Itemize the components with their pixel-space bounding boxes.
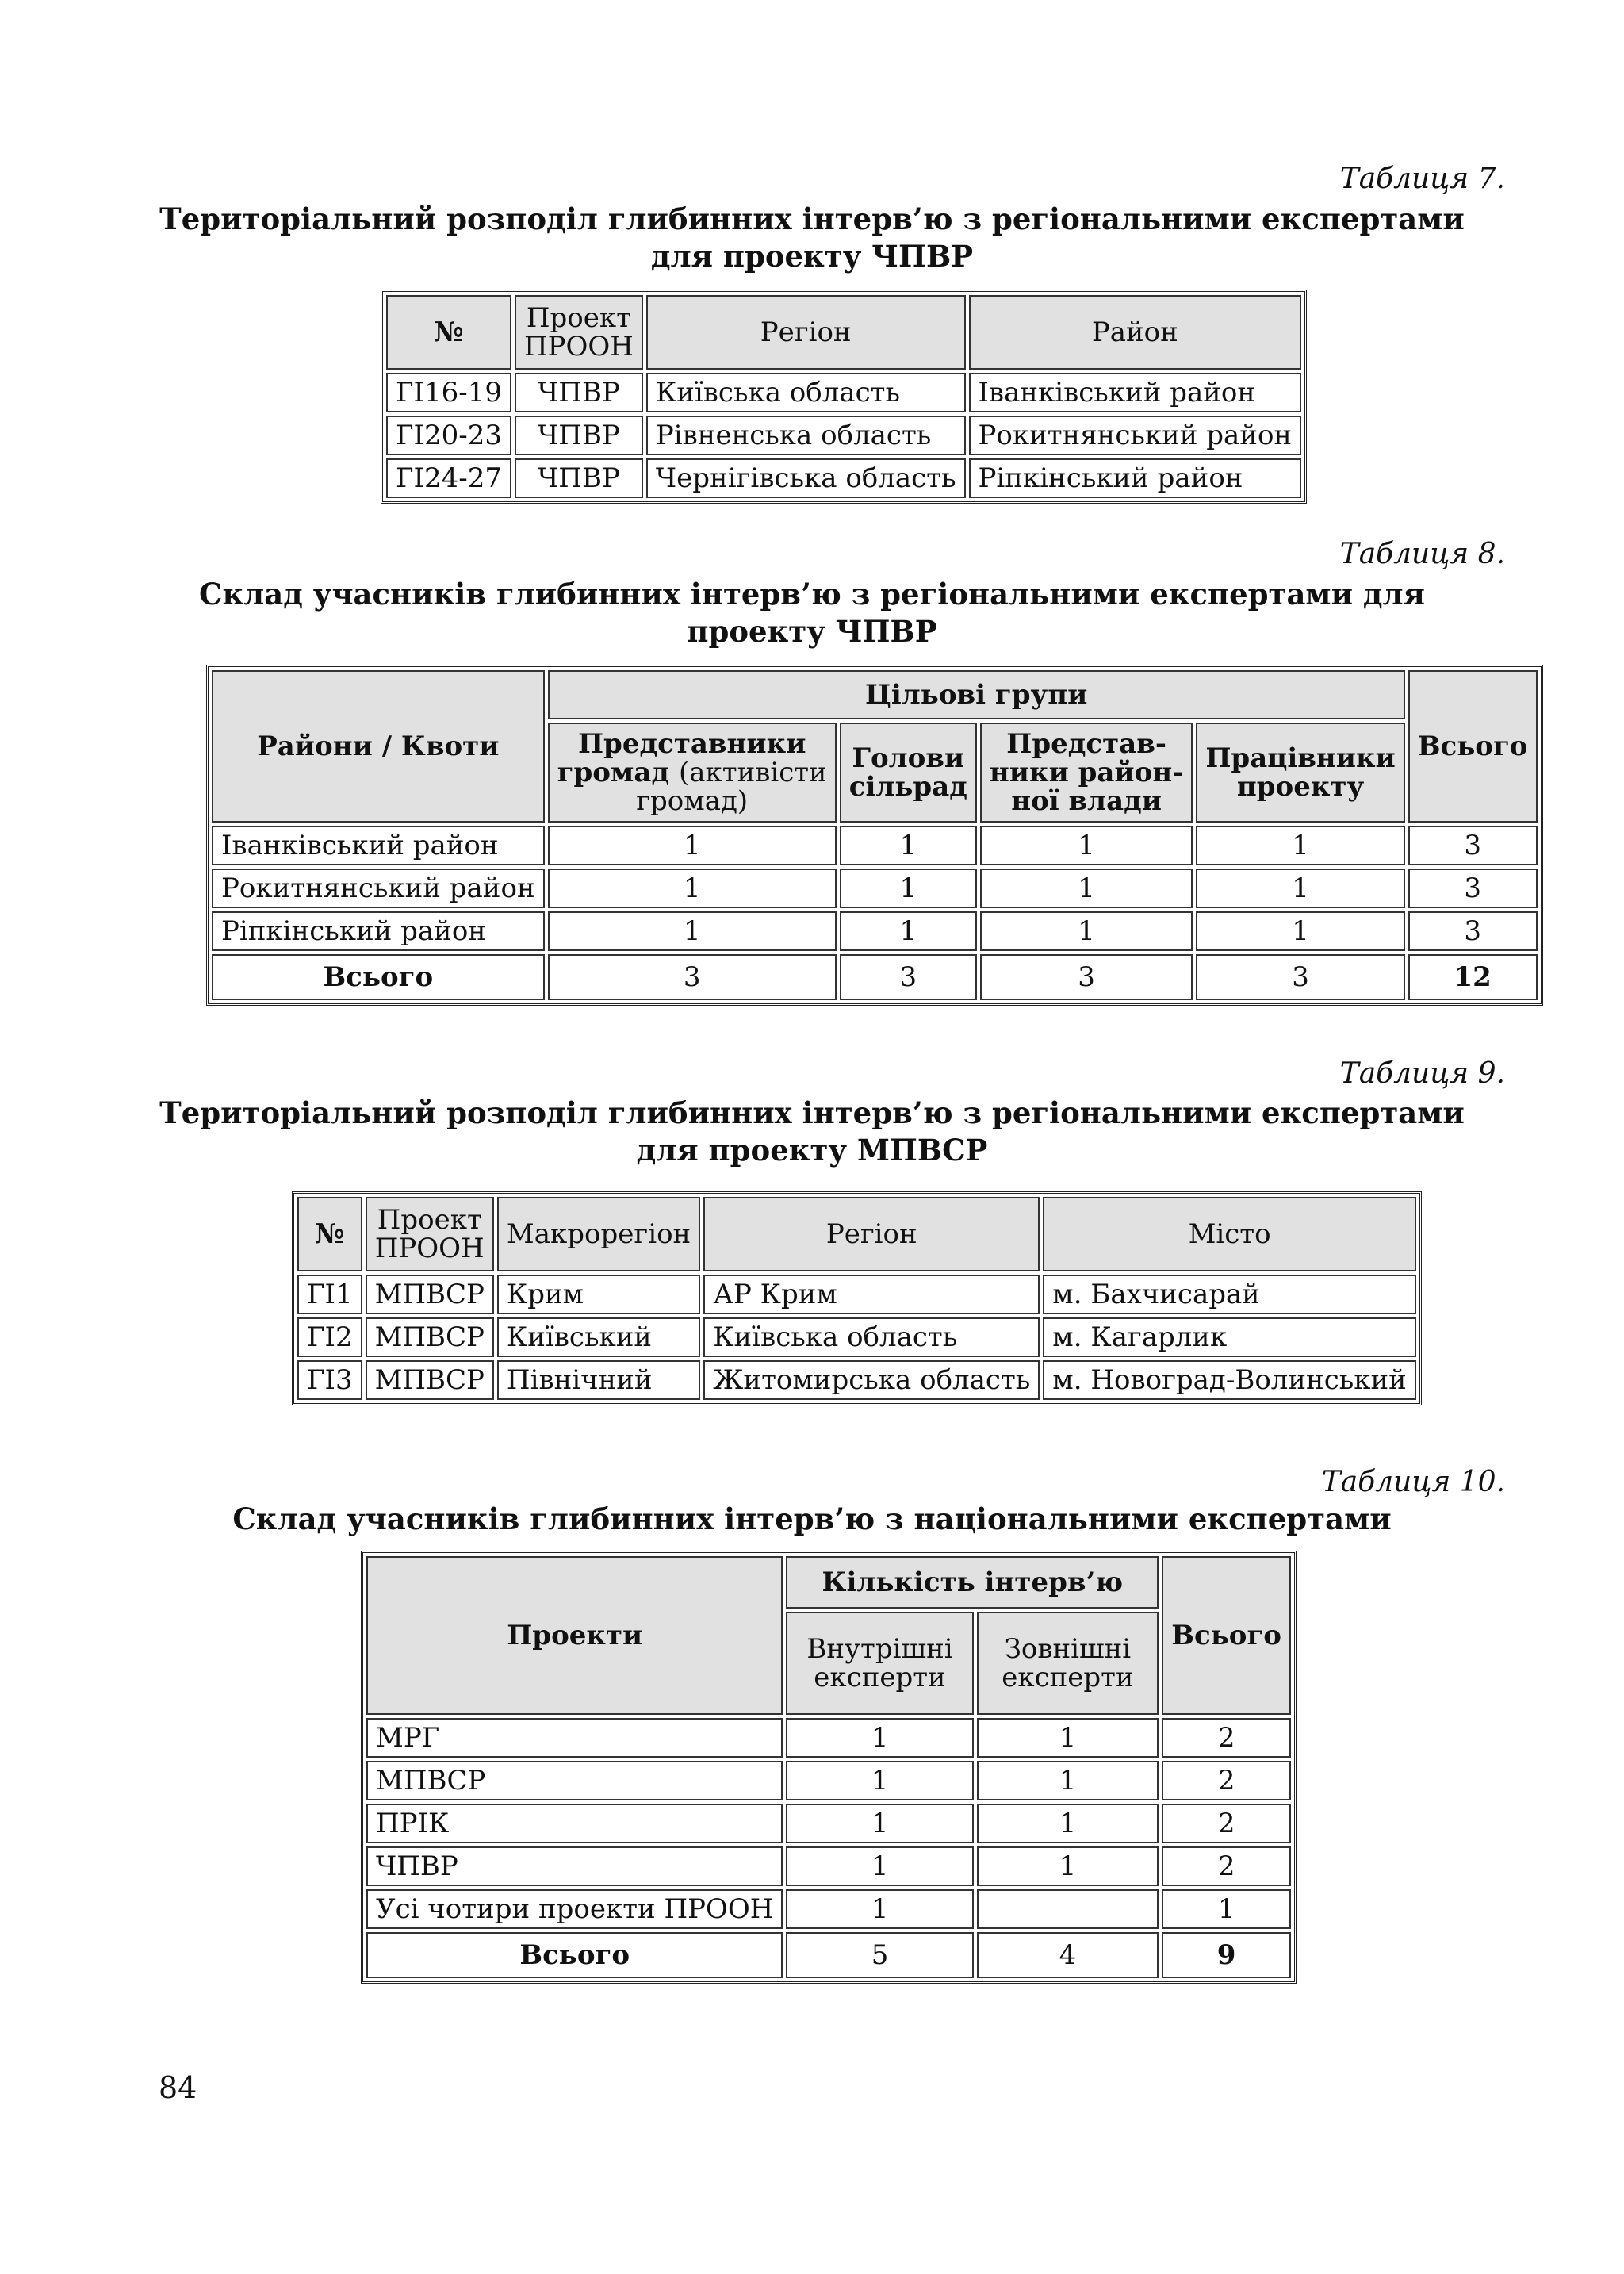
table7-cell-region: Київська область	[646, 373, 966, 412]
table9-header-region: Регіон	[703, 1197, 1040, 1271]
table10-cell-external: 1	[977, 1804, 1159, 1843]
table-row	[366, 1889, 1291, 1929]
table10-caption: Таблиця 10.	[1321, 1466, 1505, 1498]
table7-cell-project: ЧПВР	[515, 373, 643, 412]
table8-total-value: 3	[840, 954, 977, 1000]
table-row	[386, 458, 1301, 498]
table7-cell-district: Рокитнянський район	[969, 416, 1302, 455]
table8-cell-value: 1	[980, 826, 1193, 865]
table10-cell-total: 2	[1162, 1804, 1291, 1843]
table8-cell-value: 1	[980, 911, 1193, 951]
table10-cell-total: 1	[1162, 1889, 1291, 1929]
table8-total-value: 3	[1196, 954, 1404, 1000]
table8-cell-district: Рокитнянський район	[212, 869, 545, 908]
table8-header-total: Всього	[1408, 670, 1538, 823]
table9-cell-macroregion: Північний	[497, 1360, 700, 1400]
table8-title-line2: проекту ЧПВР	[687, 614, 937, 649]
table9-cell-macroregion: Київський	[497, 1317, 700, 1357]
table-row	[366, 1804, 1291, 1843]
table-row	[297, 1275, 1416, 1314]
table9-header-no: №	[297, 1197, 362, 1271]
table10-header-internal: Внутрішні експерти	[786, 1612, 973, 1715]
table8-cell-total: 3	[1408, 826, 1538, 865]
table-row	[212, 826, 1538, 865]
table8-header-districts: Райони / Квоти	[212, 670, 545, 823]
table10-cell-internal: 1	[786, 1761, 973, 1800]
table8-title-line1: Склад учасників глибинних інтерв’ю з регіональними експертами для	[199, 577, 1425, 612]
table-row	[297, 1360, 1416, 1400]
table10-cell-project: ПРІК	[366, 1804, 783, 1843]
table8-cell-value: 1	[980, 869, 1193, 908]
table7-title-line2: для проекту ЧПВР	[650, 239, 974, 274]
table9-title-line2: для проекту МПВСР	[636, 1133, 988, 1168]
table9-cell-city: м. Кагарлик	[1043, 1317, 1416, 1357]
table10-cell-total: 2	[1162, 1761, 1291, 1800]
table9-cell-region: Київська область	[703, 1317, 1040, 1357]
table10-cell-external	[977, 1889, 1159, 1929]
table7-header-row	[386, 295, 1301, 370]
table10-header-count: Кількість інтерв’ю	[786, 1556, 1159, 1609]
table9-cell-no: ГІ3	[297, 1360, 362, 1400]
table9-cell-macroregion: Крим	[497, 1275, 700, 1314]
table10-title-line1: Склад учасників глибинних інтерв’ю з національними експертами	[232, 1501, 1392, 1536]
table10-cell-internal: 1	[786, 1889, 973, 1929]
table8-cell-total: 3	[1408, 911, 1538, 951]
table8-cell-value: 1	[840, 911, 977, 951]
table8-total-value: 3	[980, 954, 1193, 1000]
table10-header-total: Всього	[1162, 1556, 1291, 1715]
table9-cell-project: МПВСР	[366, 1360, 494, 1400]
table9-cell-region: АР Крим	[703, 1275, 1040, 1314]
table8-cell-value: 1	[548, 869, 837, 908]
table7-header-no: №	[386, 295, 511, 370]
table10-cell-project: МПВСР	[366, 1761, 783, 1800]
table8-cell-value: 1	[840, 826, 977, 865]
table8-total-label: Всього	[212, 954, 545, 1000]
table8-total-row	[212, 954, 1538, 1000]
table8-header-community: Представники громад (активісти громад)	[548, 723, 837, 823]
table9-cell-region: Житомирська область	[703, 1360, 1040, 1400]
table7-cell-district: Іванківський район	[969, 373, 1302, 412]
table8-header-heads: Голови сільрад	[840, 723, 977, 823]
table10-total-value: 5	[786, 1932, 973, 1978]
table-row	[366, 1846, 1291, 1886]
table7-cell-no: ГІ20-23	[386, 416, 511, 455]
table7-header-region: Регіон	[646, 295, 966, 370]
table8-cell-value: 1	[1196, 911, 1404, 951]
table10-total-label: Всього	[366, 1932, 783, 1978]
table8-cell-value: 1	[840, 869, 977, 908]
table10-header-row	[366, 1556, 1291, 1609]
table9-cell-city: м. Новоград-Волинський	[1043, 1360, 1416, 1400]
table9-header-macroregion: Макрорегіон	[497, 1197, 700, 1271]
table9-header-city: Місто	[1043, 1197, 1416, 1271]
table9-cell-city: м. Бахчисарай	[1043, 1275, 1416, 1314]
table8-cell-value: 1	[1196, 826, 1404, 865]
table7-header-district: Район	[969, 295, 1302, 370]
table10-cell-internal: 1	[786, 1804, 973, 1843]
table7-title-line1: Територіальний розподіл глибинних інтерв’ю з регіональними експертами	[159, 201, 1465, 236]
table10-cell-total: 2	[1162, 1718, 1291, 1758]
table10-cell-external: 1	[977, 1718, 1159, 1758]
table8-cell-value: 1	[548, 911, 837, 951]
table10-grand-total: 9	[1162, 1932, 1291, 1978]
table-row	[386, 416, 1301, 455]
table8-header-row	[212, 670, 1538, 719]
table-row	[212, 869, 1538, 908]
table7-cell-no: ГІ16-19	[386, 373, 511, 412]
table7-cell-region: Чернігівська область	[646, 458, 966, 498]
table7-cell-district: Ріпкінський район	[969, 458, 1302, 498]
table9-title-line1: Територіальний розподіл глибинних інтерв’ю з регіональними експертами	[159, 1095, 1465, 1130]
table10-header-projects: Проекти	[366, 1556, 783, 1715]
table8-header-authorities: Представ- ники район- ної влади	[980, 723, 1193, 823]
table10-cell-project: Усі чотири проекти ПРООН	[366, 1889, 783, 1929]
table8-cell-value: 1	[548, 826, 837, 865]
table8-cell-district: Іванківський район	[212, 826, 545, 865]
table8-header-groups: Цільові групи	[548, 670, 1405, 719]
table10-total-row	[366, 1932, 1291, 1978]
table9-header-project: Проект ПРООН	[366, 1197, 494, 1271]
table9-cell-project: МПВСР	[366, 1275, 494, 1314]
table10-total-value: 4	[977, 1932, 1159, 1978]
table10-cell-project: ЧПВР	[366, 1846, 783, 1886]
table9-header-row	[297, 1197, 1416, 1271]
table8-cell-value: 1	[1196, 869, 1404, 908]
table9-cell-project: МПВСР	[366, 1317, 494, 1357]
table10-cell-total: 2	[1162, 1846, 1291, 1886]
table7-cell-region: Рівненська область	[646, 416, 966, 455]
table-row	[366, 1718, 1291, 1758]
table7-cell-project: ЧПВР	[515, 458, 643, 498]
table-row	[297, 1317, 1416, 1357]
table10-cell-external: 1	[977, 1846, 1159, 1886]
table9-cell-no: ГІ1	[297, 1275, 362, 1314]
table8-total-value: 3	[548, 954, 837, 1000]
table8-cell-district: Ріпкінський район	[212, 911, 545, 951]
table10-cell-project: МРГ	[366, 1718, 783, 1758]
table7-caption: Таблиця 7.	[1339, 163, 1505, 195]
table9	[292, 1191, 1422, 1405]
table-row	[386, 373, 1301, 412]
table10-cell-internal: 1	[786, 1718, 973, 1758]
table8	[206, 665, 1543, 1006]
table7-cell-no: ГІ24-27	[386, 458, 511, 498]
table7	[381, 290, 1307, 504]
table-row	[366, 1761, 1291, 1800]
table10	[361, 1551, 1297, 1984]
table9-caption: Таблиця 9.	[1339, 1057, 1505, 1090]
table8-header-staff: Працівники проекту	[1196, 723, 1404, 823]
table8-caption: Таблиця 8.	[1339, 538, 1505, 570]
table7-cell-project: ЧПВР	[515, 416, 643, 455]
table9-cell-no: ГІ2	[297, 1317, 362, 1357]
table8-cell-total: 3	[1408, 869, 1538, 908]
table8-grand-total: 12	[1408, 954, 1538, 1000]
table10-header-external: Зовнішні експерти	[977, 1612, 1159, 1715]
page-number: 84	[159, 2070, 197, 2105]
table10-cell-external: 1	[977, 1761, 1159, 1800]
table-row	[212, 911, 1538, 951]
table10-cell-internal: 1	[786, 1846, 973, 1886]
table7-header-project: Проект ПРООН	[515, 295, 643, 370]
